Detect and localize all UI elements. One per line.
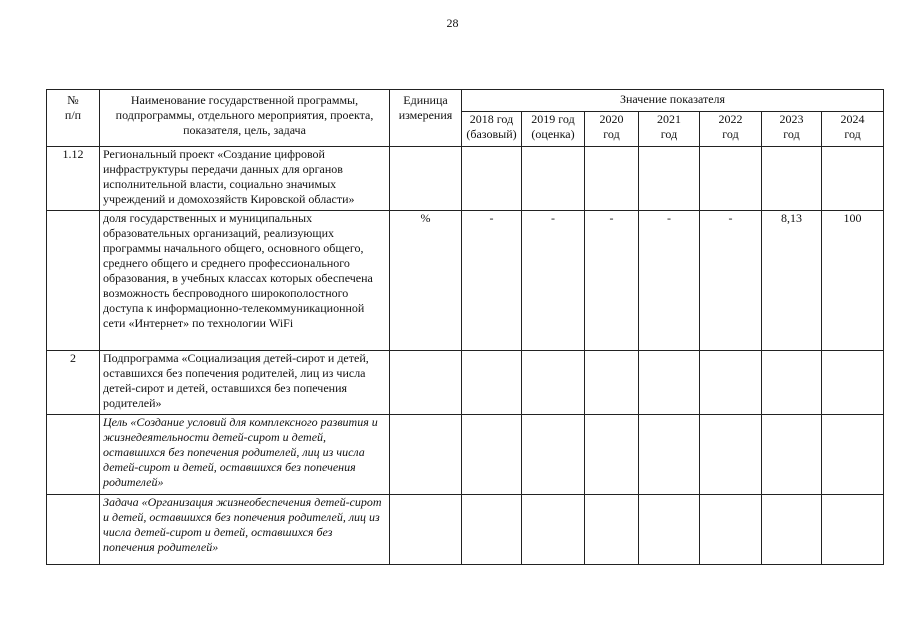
row-unit-cell: %	[390, 211, 462, 351]
row-value-cell	[639, 147, 700, 211]
row-name-cell: Цель «Создание условий для комплексного развития и жизнедеятельности детей-сирот и детей, оставшихся без попечения родителей, лиц из числа детей-сирот и детей, оставшихся без попечения родителей»	[100, 415, 390, 495]
col-header-year-2023: 2023 год	[762, 112, 822, 147]
row-number-cell	[47, 495, 100, 565]
row-name-cell: Региональный проект «Создание цифровой инфраструктуры передачи данных для органов исполнительной власти, социально значимых учреждений и домохозяйств Кировской области»	[100, 147, 390, 211]
row-name-cell: Задача «Организация жизнеобеспечения детей-сирот и детей, оставшихся без попечения родителей, лиц из числа детей-сирот и детей, оставшихся без попечения родителей»	[100, 495, 390, 565]
row-value-cell	[522, 495, 585, 565]
col-header-year-2021: 2021 год	[639, 112, 700, 147]
row-value-cell	[585, 147, 639, 211]
row-value-cell: 100	[822, 211, 884, 351]
table-body	[47, 147, 884, 565]
row-value-cell	[585, 495, 639, 565]
row-value-cell	[762, 415, 822, 495]
row-value-cell	[700, 147, 762, 211]
row-value-cell: 8,13	[762, 211, 822, 351]
table-row	[47, 415, 884, 495]
col-header-unit: Единица измерения	[390, 90, 462, 147]
row-value-cell	[462, 351, 522, 415]
table-row	[47, 211, 884, 351]
row-value-cell	[822, 351, 884, 415]
row-value-cell	[639, 351, 700, 415]
row-value-cell	[700, 495, 762, 565]
row-value-cell	[462, 495, 522, 565]
row-value-cell	[822, 147, 884, 211]
row-value-cell	[762, 495, 822, 565]
row-unit-cell	[390, 495, 462, 565]
indicators-table	[46, 89, 884, 565]
table-row	[47, 351, 884, 415]
row-value-cell	[700, 415, 762, 495]
col-header-year-2020: 2020 год	[585, 112, 639, 147]
col-header-year-2019: 2019 год (оценка)	[522, 112, 585, 147]
col-header-year-2018: 2018 год (базовый)	[462, 112, 522, 147]
row-value-cell: -	[585, 211, 639, 351]
row-value-cell	[762, 351, 822, 415]
row-value-cell	[522, 351, 585, 415]
row-unit-cell	[390, 351, 462, 415]
row-value-cell	[822, 495, 884, 565]
row-number-cell	[47, 211, 100, 351]
row-value-cell	[462, 147, 522, 211]
col-header-number: № п/п	[47, 90, 100, 147]
row-value-cell: -	[700, 211, 762, 351]
page-number: 28	[446, 16, 459, 30]
row-value-cell: -	[522, 211, 585, 351]
row-value-cell: -	[462, 211, 522, 351]
row-number-cell	[47, 415, 100, 495]
table-row	[47, 147, 884, 211]
row-value-cell	[639, 495, 700, 565]
row-number-cell: 1.12	[47, 147, 100, 211]
table-row	[47, 495, 884, 565]
row-value-cell	[522, 147, 585, 211]
col-header-name: Наименование государственной программы, подпрограммы, отдельного мероприятия, проекта, показателя, цель, задача	[100, 90, 390, 147]
row-value-cell	[639, 415, 700, 495]
row-unit-cell	[390, 415, 462, 495]
row-number-cell: 2	[47, 351, 100, 415]
row-value-cell	[522, 415, 585, 495]
col-header-year-2024: 2024 год	[822, 112, 884, 147]
col-header-values-group: Значение показателя	[462, 90, 884, 112]
row-value-cell	[700, 351, 762, 415]
col-header-year-2022: 2022 год	[700, 112, 762, 147]
row-name-cell: Подпрограмма «Социализация детей-сирот и детей, оставшихся без попечения родителей, лиц из числа детей-сирот и детей, оставшихся без попечения родителей»	[100, 351, 390, 415]
header-row-top	[47, 90, 884, 112]
row-value-cell	[822, 415, 884, 495]
row-name-cell: доля государственных и муниципальных образовательных организаций, реализующих программы начального общего, основного общего, среднего общего и среднего профессионального образования, в учебных классах которых обеспечена возможность беспроводного широкополостного доступа к информационно-телекоммуникационной сети «Интернет» по технологии WiFi	[100, 211, 390, 351]
row-unit-cell	[390, 147, 462, 211]
row-value-cell	[585, 351, 639, 415]
row-value-cell	[585, 415, 639, 495]
row-value-cell	[762, 147, 822, 211]
row-value-cell: -	[639, 211, 700, 351]
row-value-cell	[462, 415, 522, 495]
